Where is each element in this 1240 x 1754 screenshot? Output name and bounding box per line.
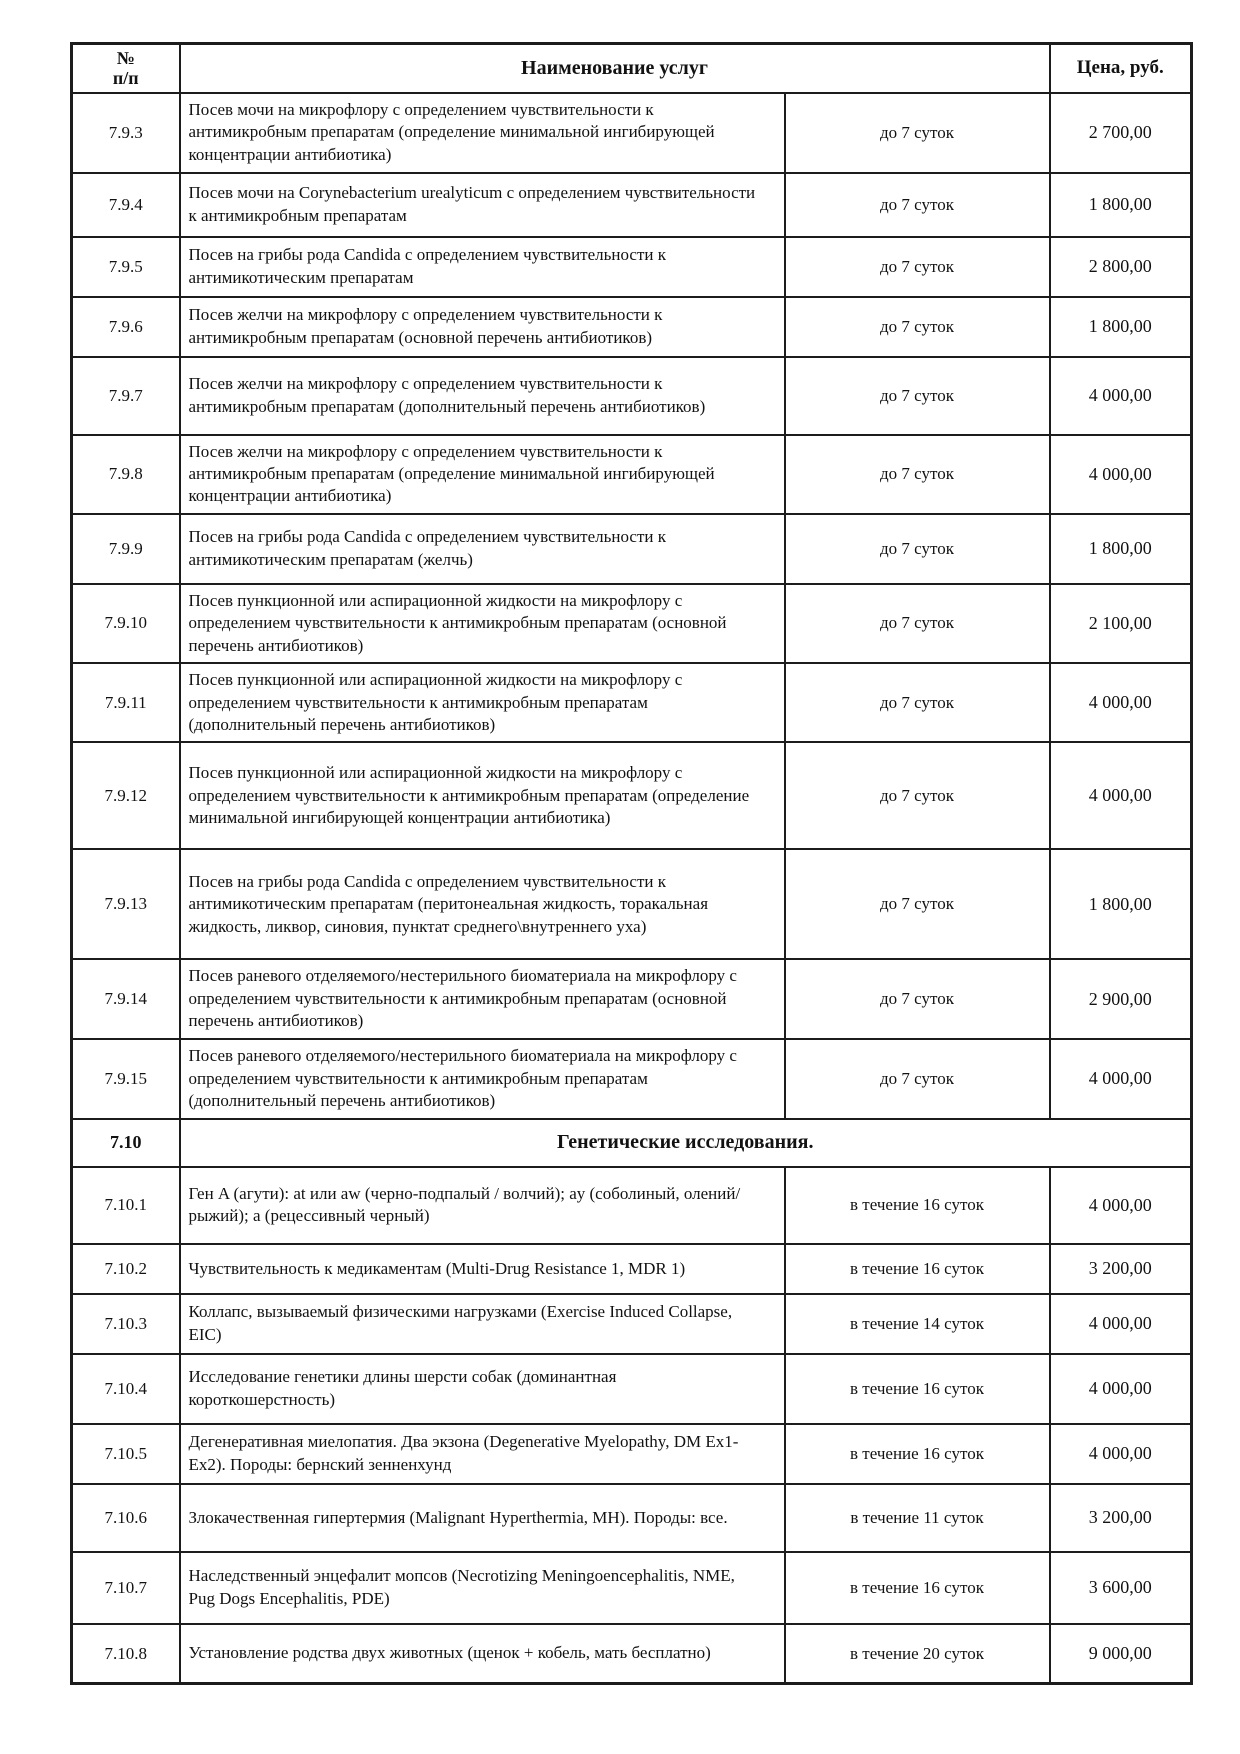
- service-name: Посев пункционной или аспирационной жидкости на микрофлору с определением чувствительности к антимикробным препаратам (основной перечень антибиотиков): [180, 584, 785, 663]
- row-number: 7.9.8: [72, 435, 180, 514]
- row-number: 7.10.4: [72, 1354, 180, 1424]
- service-price: 4 000,00: [1050, 1039, 1192, 1119]
- service-price: 4 000,00: [1050, 435, 1192, 514]
- service-term: в течение 11 суток: [785, 1484, 1050, 1552]
- row-number: 7.10.1: [72, 1167, 180, 1244]
- service-name: Посев желчи на микрофлору с определением чувствительности к антимикробным препаратам (основной перечень антибиотиков): [180, 297, 785, 357]
- section-row: [72, 1119, 1192, 1167]
- row-number: 7.9.3: [72, 93, 180, 173]
- row-number: 7.9.10: [72, 584, 180, 663]
- service-term: в течение 16 суток: [785, 1167, 1050, 1244]
- service-term: до 7 суток: [785, 173, 1050, 237]
- service-name: Дегенеративная миелопатия. Два экзона (Degenerative Myelopathy, DM Ex1- Ex2). Породы: бернский зенненхунд: [180, 1424, 785, 1484]
- service-price: 2 700,00: [1050, 93, 1192, 173]
- service-name: Злокачественная гипертермия (Malignant Hyperthermia, MH). Породы: все.: [180, 1484, 785, 1552]
- service-term: до 7 суток: [785, 237, 1050, 297]
- price-table-body: [72, 93, 1192, 1684]
- service-price: 4 000,00: [1050, 663, 1192, 742]
- service-name: Посев мочи на микрофлору с определением чувствительности к антимикробным препаратам (определение минимальной ингибирующей концентрации антибиотика): [180, 93, 785, 173]
- row-number: 7.9.5: [72, 237, 180, 297]
- service-term: до 7 суток: [785, 742, 1050, 849]
- service-term: до 7 суток: [785, 93, 1050, 173]
- service-price: 1 800,00: [1050, 297, 1192, 357]
- table-row: [72, 514, 1192, 584]
- service-price: 4 000,00: [1050, 742, 1192, 849]
- row-number: 7.9.14: [72, 959, 180, 1038]
- table-row: [72, 1244, 1192, 1294]
- service-name: Наследственный энцефалит мопсов (Necrotizing Meningoencephalitis, NME, Pug Dogs Encephalitis, PDE): [180, 1552, 785, 1624]
- service-term: до 7 суток: [785, 435, 1050, 514]
- row-number: 7.10.8: [72, 1624, 180, 1684]
- service-name: Посев желчи на микрофлору с определением чувствительности к антимикробным препаратам (определение минимальной ингибирующей концентрации антибиотика): [180, 435, 785, 514]
- service-price: 4 000,00: [1050, 1424, 1192, 1484]
- service-price: 2 800,00: [1050, 237, 1192, 297]
- service-price: 2 900,00: [1050, 959, 1192, 1038]
- table-row: [72, 435, 1192, 514]
- service-term: до 7 суток: [785, 357, 1050, 435]
- table-row: [72, 297, 1192, 357]
- table-row: [72, 1294, 1192, 1354]
- table-row: [72, 742, 1192, 849]
- table-row: [72, 1424, 1192, 1484]
- service-term: до 7 суток: [785, 297, 1050, 357]
- service-price: 3 200,00: [1050, 1244, 1192, 1294]
- row-number: 7.10.6: [72, 1484, 180, 1552]
- row-number: 7.10.3: [72, 1294, 180, 1354]
- table-row: [72, 1039, 1192, 1119]
- service-term: до 7 суток: [785, 849, 1050, 959]
- service-term: до 7 суток: [785, 514, 1050, 584]
- header-service-name: Наименование услуг: [180, 44, 1050, 93]
- service-name: Посев на грибы рода Candida с определением чувствительности к антимикотическим препаратам: [180, 237, 785, 297]
- service-term: до 7 суток: [785, 959, 1050, 1038]
- table-row: [72, 1354, 1192, 1424]
- table-row: [72, 663, 1192, 742]
- row-number: 7.9.11: [72, 663, 180, 742]
- service-term: в течение 16 суток: [785, 1552, 1050, 1624]
- table-row: [72, 1624, 1192, 1684]
- service-term: до 7 суток: [785, 584, 1050, 663]
- service-term: до 7 суток: [785, 1039, 1050, 1119]
- service-term: в течение 16 суток: [785, 1424, 1050, 1484]
- service-price: 2 100,00: [1050, 584, 1192, 663]
- service-name: Посев на грибы рода Candida с определением чувствительности к антимикотическим препаратам (желчь): [180, 514, 785, 584]
- row-number: 7.9.13: [72, 849, 180, 959]
- row-number: 7.10.5: [72, 1424, 180, 1484]
- service-price: 4 000,00: [1050, 1354, 1192, 1424]
- table-row: [72, 1167, 1192, 1244]
- table-row: [72, 357, 1192, 435]
- row-number: 7.9.6: [72, 297, 180, 357]
- row-number: 7.9.9: [72, 514, 180, 584]
- service-name: Посев раневого отделяемого/нестерильного биоматериала на микрофлору с определением чувствительности к антимикробным препаратам (дополнительный перечень антибиотиков): [180, 1039, 785, 1119]
- row-number: 7.10.7: [72, 1552, 180, 1624]
- table-row: [72, 237, 1192, 297]
- table-row: [72, 93, 1192, 173]
- service-price: 4 000,00: [1050, 1294, 1192, 1354]
- price-list-table: [70, 42, 1193, 1685]
- service-name: Исследование генетики длины шерсти собак (доминантная короткошерстность): [180, 1354, 785, 1424]
- table-row: [72, 173, 1192, 237]
- section-title: Генетические исследования.: [180, 1119, 1192, 1167]
- table-row: [72, 959, 1192, 1038]
- table-row: [72, 584, 1192, 663]
- service-term: в течение 16 суток: [785, 1354, 1050, 1424]
- row-number: 7.9.15: [72, 1039, 180, 1119]
- header-number: [72, 44, 180, 93]
- service-price: 1 800,00: [1050, 849, 1192, 959]
- service-term: в течение 14 суток: [785, 1294, 1050, 1354]
- service-term: в течение 16 суток: [785, 1244, 1050, 1294]
- table-row: [72, 1484, 1192, 1552]
- table-row: [72, 1552, 1192, 1624]
- table-row: [72, 849, 1192, 959]
- service-price: 3 200,00: [1050, 1484, 1192, 1552]
- service-name: Коллапс, вызываемый физическими нагрузками (Exercise Induced Collapse, EIC): [180, 1294, 785, 1354]
- service-price: 3 600,00: [1050, 1552, 1192, 1624]
- service-name: Посев мочи на Corynebacterium urealyticum с определением чувствительности к антимикробным препаратам: [180, 173, 785, 237]
- row-number: 7.9.4: [72, 173, 180, 237]
- service-price: 1 800,00: [1050, 514, 1192, 584]
- service-name: Посев пункционной или аспирационной жидкости на микрофлору с определением чувствительности к антимикробным препаратам (определение минимальной ингибирующей концентрации антибиотика): [180, 742, 785, 849]
- service-name: Ген A (агути): at или aw (черно-подпалый / волчий); ay (соболиный, олений/рыжий); a (рецессивный черный): [180, 1167, 785, 1244]
- header-number-line1: №: [116, 47, 135, 68]
- header-number-line2: п/п: [112, 68, 139, 89]
- row-number: 7.9.7: [72, 357, 180, 435]
- row-number: 7.10.2: [72, 1244, 180, 1294]
- row-number: 7.9.12: [72, 742, 180, 849]
- service-term: до 7 суток: [785, 663, 1050, 742]
- service-term: в течение 20 суток: [785, 1624, 1050, 1684]
- service-name: Посев желчи на микрофлору с определением чувствительности к антимикробным препаратам (дополнительный перечень антибиотиков): [180, 357, 785, 435]
- header-price: Цена, руб.: [1050, 44, 1192, 93]
- service-name: Посев раневого отделяемого/нестерильного биоматериала на микрофлору с определением чувствительности к антимикробным препаратам (основной перечень антибиотиков): [180, 959, 785, 1038]
- service-name: Установление родства двух животных (щенок + кобель, мать бесплатно): [180, 1624, 785, 1684]
- header-row: [72, 44, 1192, 93]
- service-name: Посев на грибы рода Candida с определением чувствительности к антимикотическим препаратам (перитонеальная жидкость, торакальная жидкость, ликвор, синовия, пунктат среднего\внутреннего уха): [180, 849, 785, 959]
- service-price: 9 000,00: [1050, 1624, 1192, 1684]
- service-price: 1 800,00: [1050, 173, 1192, 237]
- service-price: 4 000,00: [1050, 1167, 1192, 1244]
- row-number: 7.10: [72, 1119, 180, 1167]
- service-price: 4 000,00: [1050, 357, 1192, 435]
- service-name: Чувствительность к медикаментам (Multi-Drug Resistance 1, MDR 1): [180, 1244, 785, 1294]
- service-name: Посев пункционной или аспирационной жидкости на микрофлору с определением чувствительности к антимикробным препаратам (дополнительный перечень антибиотиков): [180, 663, 785, 742]
